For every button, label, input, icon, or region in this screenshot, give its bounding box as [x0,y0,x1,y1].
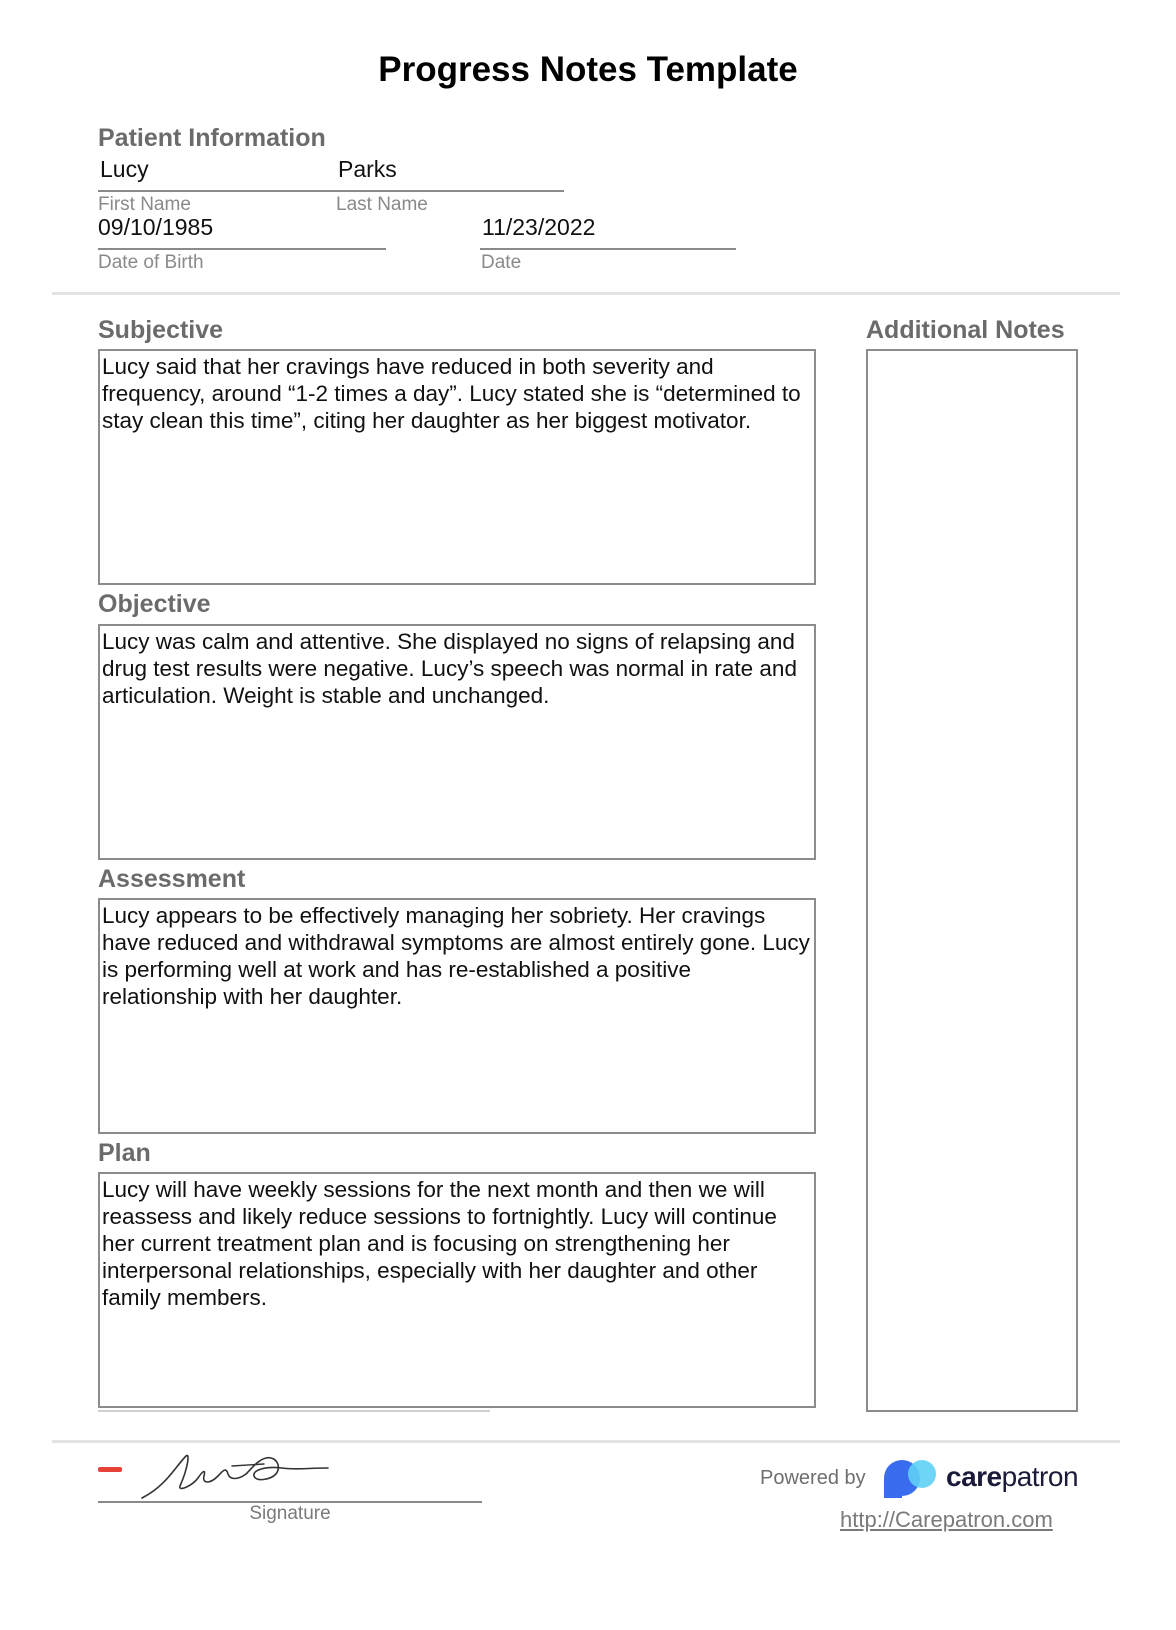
additional-notes-box[interactable] [866,349,1078,1412]
brand-light: patron [1001,1461,1079,1492]
carepatron-brand [946,1461,1078,1493]
last-name-value[interactable]: Parks [338,156,397,182]
date-label: Date [481,252,522,273]
additional-notes-text [868,351,1076,353]
signature-marker [98,1467,122,1472]
plan-underline [98,1410,490,1412]
subjective-box[interactable] [98,349,816,585]
subjective-heading: Subjective [98,316,224,344]
assessment-box[interactable] [98,898,816,1134]
patient-information-heading: Patient Information [98,124,326,152]
signature-label: Signature [249,1503,331,1524]
header-divider [52,292,1120,295]
plan-box[interactable] [98,1172,816,1408]
footer-divider [52,1440,1120,1443]
powered-by-text: Powered by [760,1467,866,1489]
signature-icon [136,1446,336,1506]
assessment-text: Lucy appears to be effectively managing her sobriety. Her cravings have reduced and withdrawal symptoms are almost entirely gone. Lucy is performing well at work and has re-established a positive relationship with her daughter. [102,903,810,1009]
date-underline [480,248,736,250]
first-name-value[interactable]: Lucy [100,156,149,182]
first-name-label: First Name [98,194,191,215]
carepatron-link[interactable]: http://Carepatron.com [840,1507,1053,1532]
objective-text: Lucy was calm and attentive. She displayed no signs of relapsing and drug test results were negative. Lucy’s speech was normal in rate and articulation. Weight is stable and unchanged. [102,629,797,708]
date-value[interactable]: 11/23/2022 [482,214,596,240]
assessment-heading: Assessment [98,865,246,893]
brand-bold: care [946,1461,1002,1492]
date-of-birth-value[interactable]: 09/10/1985 [98,214,214,240]
carepatron-logo-icon [884,1458,942,1498]
page-title: Progress Notes Template [378,50,798,89]
subjective-text: Lucy said that her cravings have reduced in both severity and frequency, around “1-2 times a day”. Lucy stated she is “determined to stay clean this time”, citing her daughter as her biggest motivator. [102,354,801,433]
objective-box[interactable] [98,624,816,860]
date-of-birth-label: Date of Birth [98,252,204,273]
objective-heading: Objective [98,590,211,618]
additional-notes-heading: Additional Notes [866,316,1065,344]
plan-text: Lucy will have weekly sessions for the next month and then we will reassess and likely reduce sessions to fortnightly. Lucy will continue her current treatment plan and is focusing on strengthening her interpersonal relationships, especially with her daughter and other family members. [102,1177,777,1310]
name-underline [98,190,564,192]
plan-heading: Plan [98,1139,151,1167]
date-of-birth-underline [98,248,386,250]
last-name-label: Last Name [336,194,428,215]
